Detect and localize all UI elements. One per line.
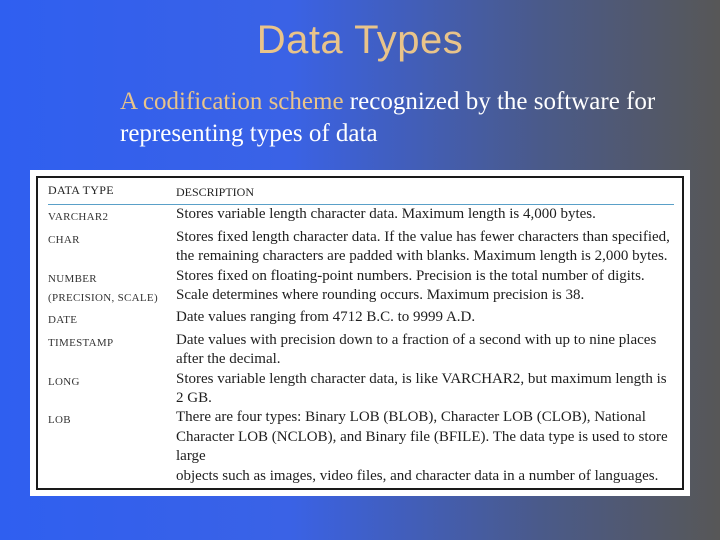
- data-type-name: NUMBER: [48, 272, 97, 285]
- table-row: [48, 308, 682, 330]
- description-line: There are four types: Binary LOB (BLOB), Character LOB (CLOB), National: [176, 409, 646, 426]
- description-cell: [176, 308, 682, 330]
- description-line: Date values with precision down to a fraction of a second with up to nine places: [176, 331, 657, 348]
- data-types-table: [36, 176, 684, 490]
- description-cell: [176, 370, 682, 409]
- data-type-cell: [48, 370, 176, 409]
- table-row: [48, 228, 682, 267]
- description-line: the remaining characters are padded with blanks. Maximum length is 2,000 bytes.: [176, 248, 668, 265]
- description-line: Stores fixed length character data. If the value has fewer characters than specified,: [176, 228, 670, 245]
- table-row: [48, 267, 682, 309]
- table-row: [48, 370, 682, 409]
- subtitle-highlight: A codification scheme: [120, 88, 344, 115]
- data-type-cell: [48, 408, 176, 486]
- data-type-cell: [48, 267, 176, 309]
- description-line: Character LOB (NCLOB), and Binary file (BFILE). The data type is used to store large: [176, 428, 668, 465]
- data-types-table-image: [30, 170, 690, 496]
- description-cell: [176, 331, 682, 370]
- table-row: [48, 331, 682, 370]
- description-line: Date values ranging from 4712 B.C. to 9999 A.D.: [176, 309, 476, 326]
- table-row: [48, 408, 682, 486]
- table-header: [48, 183, 674, 205]
- description-line: 2 GB.: [176, 390, 212, 407]
- data-type-name: CHAR: [48, 233, 80, 246]
- slide-title: Data Types: [256, 18, 464, 62]
- data-type-cell: [48, 331, 176, 370]
- table-row: [48, 205, 682, 227]
- header-description: DESCRIPTION: [176, 185, 255, 199]
- slide-subtitle: [120, 86, 680, 150]
- data-type-name: TIMESTAMP: [48, 336, 114, 349]
- description-line: Stores fixed on floating-point numbers. Precision is the total number of digits.: [176, 267, 645, 284]
- data-type-name: (PRECISION, SCALE): [48, 292, 158, 305]
- description-cell: [176, 408, 682, 486]
- description-line: Scale determines where rounding occurs. Maximum precision is 38.: [176, 287, 585, 304]
- description-cell: [176, 205, 682, 227]
- description-line: after the decimal.: [176, 351, 281, 368]
- data-type-name: LOB: [48, 414, 71, 427]
- description-line: objects such as images, video files, and character data in a number of languages.: [176, 467, 659, 484]
- description-cell: [176, 228, 682, 267]
- data-type-name: DATE: [48, 314, 78, 327]
- description-line: Stores variable length character data, is like VARCHAR2, but maximum length is: [176, 370, 667, 387]
- data-type-cell: [48, 228, 176, 267]
- data-type-name: VARCHAR2: [48, 211, 109, 224]
- table-body: [48, 205, 682, 486]
- data-type-cell: [48, 308, 176, 330]
- header-data-type: DATA TYPE: [48, 183, 114, 197]
- subtitle-text: recognized by the software for representing types of data: [120, 88, 656, 147]
- data-type-cell: [48, 205, 176, 227]
- description-cell: [176, 267, 682, 309]
- data-type-name: LONG: [48, 375, 80, 388]
- description-line: Stores variable length character data. Maximum length is 4,000 bytes.: [176, 206, 596, 223]
